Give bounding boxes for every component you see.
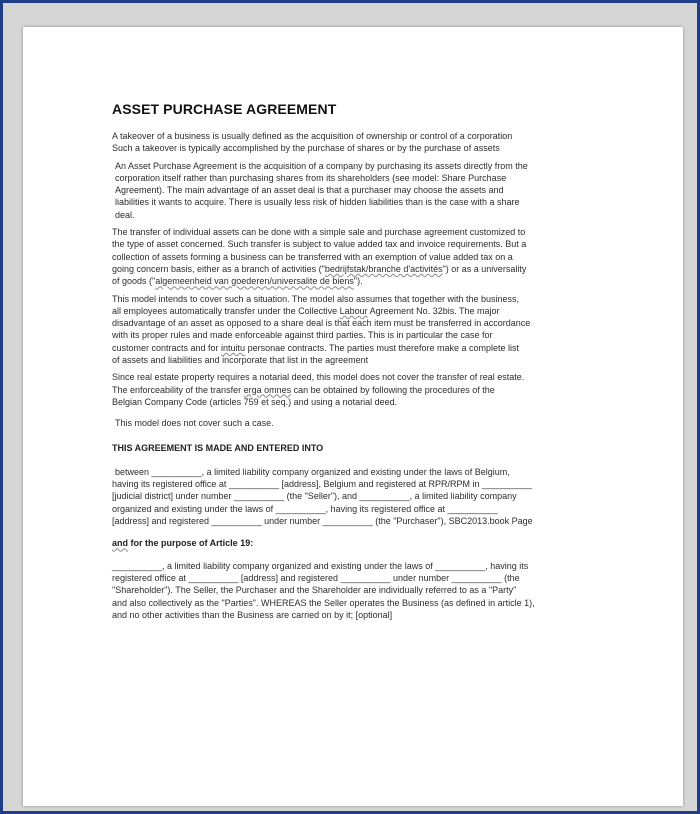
paragraph-model-intent (112, 293, 612, 367)
text-line: An Asset Purchase Agreement is the acquisition of a company by purchasing its assets directly from the (115, 160, 528, 171)
text-line: [address] and registered __________ under number __________ (the "Purchaser"), SBC2013.book Page (112, 516, 533, 527)
paragraph-takeover (112, 130, 612, 155)
text-run: customer contracts and for (112, 342, 222, 353)
term-branch-of-activities: bedrijfstak/branche d'activités (324, 263, 443, 274)
paragraph-asset-purchase (112, 160, 612, 221)
text-line: The transfer of individual assets can be done with a simple sale and purchase agreement customized to (112, 227, 526, 238)
text-line: between __________, a limited liability company organized and existing under the laws of Belgium, (115, 466, 510, 477)
text-line: and no other activities than the Business are carried on by it; [optional] (112, 609, 393, 620)
text-line: This model intends to cover such a situation. The model also assumes that together with the business, (112, 293, 520, 304)
text-line: [judicial district] under number __________ (the "Seller"), and __________, a limited liability company (112, 491, 517, 502)
document-body (112, 100, 612, 626)
paragraph-parties (112, 466, 612, 527)
document-page (23, 27, 683, 806)
text-line: with its proper rules and made enforceable against third parties. This is in particular the case for (112, 330, 493, 341)
term-universality-of-goods: algemeenheid van goederen/universalite de biens (155, 276, 354, 287)
text-line: deal. (115, 209, 135, 220)
text-line: Such a takeover is typically accomplished by the purchase of shares or by the purchase of assets (112, 143, 500, 154)
text-run: all employees automatically transfer under the Collective (112, 305, 340, 316)
text-line: "Shareholder"). The Seller, the Purchaser and the Shareholder are individually referred to as a "Party" (112, 585, 517, 596)
term-labour: Labour (339, 305, 368, 316)
text-line: Agreement). The main advantage of an asset deal is that a purchaser may choose the assets and (115, 185, 504, 196)
text-line: __________, a limited liability company organized and existing under the laws of __________, having its (112, 560, 529, 571)
text-line: liabilities it wants to acquire. There is usually less risk of hidden liabilities than is the case with a share (115, 197, 520, 208)
text-line (112, 275, 612, 287)
text-line: This model does not cover such a case. (115, 418, 274, 429)
text-line: of assets and liabilities and incorporate that list in the agreement (112, 355, 369, 366)
text-run: can be obtained by following the procedures of the (291, 384, 495, 395)
text-run: personae contracts. The parties must therefore make a complete list (245, 342, 520, 353)
text-run: "). (353, 276, 363, 287)
text-line: collection of assets forming a business can be transferred with an exemption of value added tax on a (112, 251, 513, 262)
text-line: corporation itself rather than purchasing shares from its shareholders (see model: Share Purchase (115, 172, 507, 183)
paragraph-real-estate (112, 371, 612, 408)
purpose-heading (112, 537, 612, 549)
purpose-rest: for the purpose of Article 19: (128, 538, 254, 549)
text-line: Belgian Company Code (articles 759 et seq.) and using a notarial deed. (112, 396, 398, 407)
text-run: of goods (" (112, 276, 156, 287)
term-erga-omnes: erga omnes (243, 384, 292, 395)
paragraph-transfer (112, 226, 612, 287)
text-line (112, 305, 612, 317)
text-line: organized and existing under the laws of __________, having its registered office at __________ (112, 503, 498, 514)
text-run: Agreement No. 32bis. The major (367, 305, 500, 316)
text-line (112, 384, 612, 396)
text-line (112, 342, 612, 354)
text-line: A takeover of a business is usually defined as the acquisition of ownership or control of a corporation (112, 131, 513, 141)
text-run: going concern basis, either as a branch of activities (" (112, 263, 325, 274)
text-line: Since real estate property requires a notarial deed, this model does not cover the transfer of real estate. (112, 372, 525, 383)
document-title: ASSET PURCHASE AGREEMENT (112, 101, 337, 117)
text-line: registered office at __________ [address] and registered __________ under number __________ (the (112, 572, 520, 583)
text-line (112, 263, 612, 275)
term-intuitu: intuitu (221, 342, 246, 353)
paragraph-not-covered (112, 417, 612, 429)
agreement-heading: THIS AGREEMENT IS MADE AND ENTERED INTO (112, 442, 324, 453)
purpose-and: and (112, 538, 129, 549)
text-line: and also collectively as the "Parties". WHEREAS the Seller operates the Business (as defined in article 1), (112, 597, 535, 608)
text-run: The enforceability of the transfer (112, 384, 244, 395)
text-line: having its registered office at __________ [address], Belgium and registered at RPR/RPM in __________ (112, 479, 533, 490)
text-run: ") or as a universality (442, 263, 527, 274)
text-line: the type of asset concerned. Such transfer is subject to value added tax and invoice requirements. But a (112, 239, 527, 250)
text-line: disadvantage of an asset as opposed to a share deal is that each item must be transferred in accordance (112, 318, 531, 329)
paragraph-shareholder (112, 560, 612, 621)
